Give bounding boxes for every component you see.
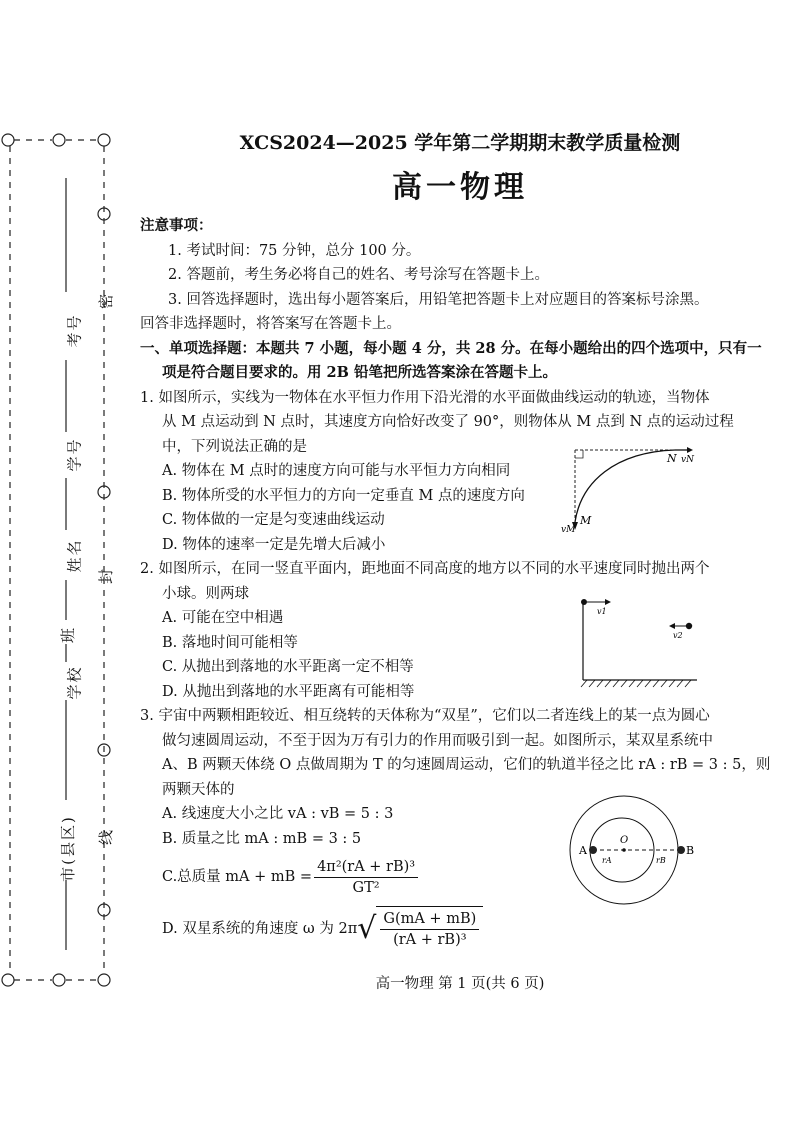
velocity-two-label: v2 bbox=[673, 631, 683, 640]
notice-item: 回答非选择题时，将答案写在答题卡上。 bbox=[140, 316, 401, 332]
notice-heading: 注意事项： bbox=[140, 217, 213, 234]
radius-b-label: rB bbox=[656, 856, 666, 865]
q1-option-b: B. 物体所受的水平恒力的方向一定垂直 M 点的速度方向 bbox=[162, 487, 525, 504]
fraction-denominator: (rA + rB)³ bbox=[393, 932, 467, 948]
seal-mark-mi: 密 bbox=[97, 291, 116, 310]
ball-one bbox=[581, 599, 587, 605]
q1-trajectory-figure bbox=[555, 442, 700, 534]
q1-option-a: A. 物体在 M 点时的速度方向可能与水平恒力方向相同 bbox=[162, 463, 511, 479]
radius-a-label: rA bbox=[602, 856, 612, 865]
total-mass-fraction bbox=[314, 857, 418, 898]
point-n-label: N bbox=[667, 452, 677, 465]
center-o-label: O bbox=[620, 835, 629, 846]
q2-option-c: C. 从抛出到落地的水平距离一定不相等 bbox=[162, 659, 414, 675]
q2-option-d: D. 从抛出到落地的水平距离有可能相等 bbox=[162, 683, 415, 700]
velocity-m-label: vM bbox=[561, 525, 576, 534]
notice-item: 2. 答题前，考生务必将自己的姓名、考号涂写在答题卡上。 bbox=[168, 267, 549, 283]
star-a-label: A bbox=[579, 844, 587, 857]
seal-mark-feng: 封 bbox=[97, 566, 116, 585]
ball-two bbox=[686, 623, 692, 629]
q1-stem: 从 M 点运动到 N 点时，其速度方向恰好改变了 90°，则物体从 M 点到 N 点的运动过程 bbox=[162, 414, 734, 430]
student-id-label: 学号 bbox=[65, 437, 84, 472]
seal-mark-xian: 线 bbox=[97, 827, 116, 846]
q3-stem: 两颗天体的 bbox=[162, 781, 235, 798]
section-heading: 一、单项选择题：本题共 7 小题，每小题 4 分，共 28 分。在每小题给出的四个选项中，只有一 bbox=[140, 339, 762, 357]
sqrt-expression bbox=[357, 906, 483, 952]
q2-option-a: A. 可能在空中相遇 bbox=[162, 610, 284, 626]
q2-projectile-figure bbox=[575, 592, 705, 692]
fraction-numerator: G(mA + mB) bbox=[380, 909, 479, 930]
q3-option-a: A. 线速度大小之比 vA : vB = 5 : 3 bbox=[162, 806, 394, 822]
point-m-label: M bbox=[580, 514, 592, 527]
sqrt-icon: √ bbox=[357, 911, 377, 946]
center-o bbox=[622, 848, 626, 852]
notice-item: 3. 回答选择题时，选出每小题答案后，用铅笔把答题卡上对应题目的答案标号涂黑。 bbox=[168, 291, 709, 308]
q2-stem: 2. 如图所示，在同一竖直平面内，距地面不同高度的地方以不同的水平速度同时抛出两个 bbox=[140, 561, 710, 577]
q2-stem: 小球。则两球 bbox=[162, 585, 249, 602]
binding-strip bbox=[0, 0, 120, 1132]
fraction-denominator: GT² bbox=[352, 879, 380, 896]
q3-stem: 做匀速圆周运动，不至于因为万有引力的作用而吸引到一起。如图所示，某双星系统中 bbox=[162, 732, 713, 749]
page-title: XCS2024—2025 学年第二学期期末教学质量检测 bbox=[239, 132, 681, 154]
q1-option-d: D. 物体的速率一定是先增大后减小 bbox=[162, 536, 386, 553]
q1-option-c: C. 物体做的一定是匀变速曲线运动 bbox=[162, 512, 385, 528]
omega-fraction bbox=[380, 909, 479, 950]
q3-option-c-prefix: C.总质量 mA + mB = bbox=[162, 868, 313, 885]
school-label: 学校 bbox=[65, 665, 84, 700]
q1-stem: 1. 如图所示，实线为一物体在水平恒力作用下沿光滑的水平面做曲线运动的轨迹，当物体 bbox=[140, 389, 710, 406]
star-a bbox=[589, 846, 597, 854]
star-b bbox=[677, 846, 685, 854]
velocity-one-label: v1 bbox=[597, 607, 607, 616]
q3-stem: A、B 两颗天体绕 O 点做周期为 T 的匀速圆周运动，它们的轨道半径之比 rA : rB = 3 : 5，则 bbox=[162, 757, 771, 773]
star-b-label: B bbox=[686, 844, 695, 857]
fraction-numerator: 4π²(rA + rB)³ bbox=[314, 857, 418, 878]
name-label: 姓名 bbox=[65, 538, 84, 573]
class-label: 班 bbox=[59, 625, 78, 644]
city-district-label: 市(县区) bbox=[58, 815, 77, 882]
page-footer: 高一物理 第 1 页(共 6 页) bbox=[375, 976, 545, 992]
q3-option-b: B. 质量之比 mA : mB = 3 : 5 bbox=[162, 830, 362, 847]
q1-stem: 中，下列说法正确的是 bbox=[162, 438, 307, 455]
notice-item: 1. 考试时间：75 分钟，总分 100 分。 bbox=[168, 242, 421, 259]
section-heading-cont: 项是符合题目要求的。用 2B 铅笔把所选答案涂在答题卡上。 bbox=[162, 364, 557, 381]
q3-option-d-prefix: D. 双星系统的角速度 ω 为 2π bbox=[162, 920, 358, 937]
page-subject: 高一物理 bbox=[392, 170, 528, 205]
velocity-n-label: vN bbox=[681, 455, 694, 465]
q2-option-b: B. 落地时间可能相等 bbox=[162, 634, 298, 651]
exam-number-label: 考号 bbox=[65, 313, 84, 348]
q3-stem: 3. 宇宙中两颗相距较近、相互绕转的天体称为“双星”，它们以二者连线上的某一点为圆心 bbox=[140, 708, 710, 724]
q3-binary-star-figure bbox=[562, 792, 712, 912]
